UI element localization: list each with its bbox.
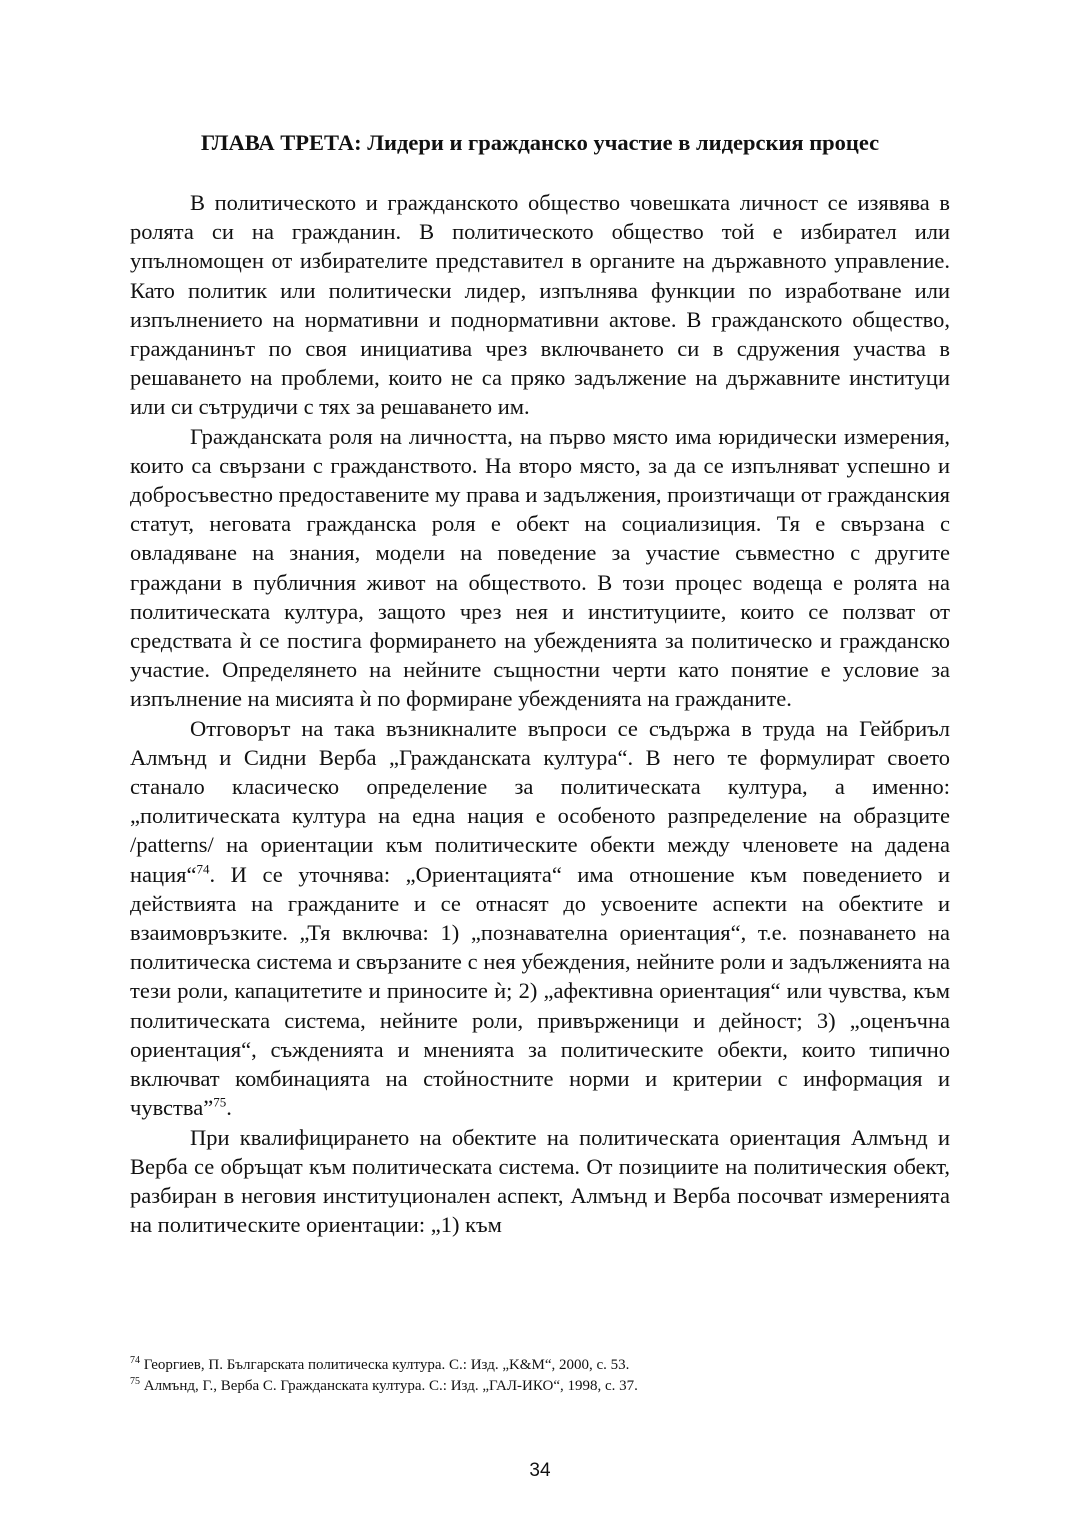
body-text <box>130 188 950 1239</box>
paragraph-text: В политическото и гражданското общество човешката личност се изявява в ролята си на гражданин. В политическото общество той е избирател или упълномощен от избирателите представител в органите на държавното управление. Като политик или политически лидер, изпълнява функции по изработване или изпълнението на нормативни и поднормативни актове. В гражданското общество, гражданинът по своя инициатива чрез включването си в сдружения участва в решаването на проблеми, които не са пряко задължение на държавните институци или си сътрудичи с тях за решаването им. <box>130 190 950 420</box>
paragraph-text: . <box>226 1095 232 1121</box>
paragraph-text: . И се уточнява: „Ориентацията“ има отношение към поведението и действията на гражданите и се отнасят до усвоените аспекти на обектите и взаимовръзките. „Тя включва: 1) „познавателна ориентация“, т.е. познаването на политическа система и свързаните с нея убеждения, нейните роли и задълженията на тези роли, капацитетите и приносите ѝ; 2) „афективна ориентация“ или чувства, към политическата система, нейните роли, привърженици и дейност; 3) „оценъчна ориентация“, съжденията и мненията за политическите обекти, които типично включват комбинацията на стойностните норми и критерии с информация и чувства” <box>130 861 950 1121</box>
footnote <box>130 1355 950 1376</box>
paragraph-text: Гражданската роля на личността, на първо място има юридически измерения, които са свързани с гражданството. На второ място, за да се изпълняват успешно и добросъвестно предоставените му права и задължения, произтичащи от гражданския статут, неговата гражданска роля е обект на социализиция. Тя е свързана с овладяване на знания, модели на поведение за участие съвместно с другите граждани в публичния живот на обществото. В този процес водеща е ролята на политическата култура, защото чрез нея и институциите, които се ползват от средствата ѝ се постига формирането на убежденията за политическо и гражданско участие. Определянето на нейните същностни черти като понятие е условие за изпълнение на мисията ѝ по формиране убежденията на гражданите. <box>130 423 950 712</box>
body-paragraph <box>130 1123 950 1240</box>
footnote-text: Георгиев, П. Българската политическа култура. С.: Изд. „K&M“, 2000, с. 53. <box>140 1357 630 1373</box>
footnote-number: 74 <box>130 1355 140 1366</box>
body-paragraph <box>130 188 950 422</box>
paragraph-text: Отговорът на така възникналите въпроси се съдържа в труда на Гейбриъл Алмънд и Сидни Верба „Гражданската култура“. В него те формулират своето станало класическо определение за политическата култура, а именно: „политическата култура на една нация е особеното разпределение на образците /patterns/ на ориентации към политическите обекти между членовете на дадена нация“ <box>130 715 950 887</box>
footnote <box>130 1376 950 1397</box>
chapter-title: ГЛАВА ТРЕТА: Лидери и гражданско участие в лидерския процес <box>200 130 880 155</box>
page-number: 34 <box>529 1460 551 1481</box>
paragraph-text: При квалифицирането на обектите на политическата ориентация Алмънд и Верба се обръщат към политическата система. От позициите на политическия обект, разбиран в неговия институционален аспект, Алмънд и Верба посочват измеренията на политическите ориентации: „1) към <box>130 1124 950 1238</box>
footnote-number: 75 <box>130 1376 140 1387</box>
footnote-separator <box>130 1345 390 1346</box>
body-paragraph <box>130 422 950 714</box>
footnotes <box>130 1355 950 1397</box>
footnote-reference: 75 <box>213 1094 227 1110</box>
footnote-reference: 74 <box>196 861 210 877</box>
footnote-text: Алмънд, Г., Верба С. Гражданската култура. С.: Изд. „ГАЛ-ИКО“, 1998, с. 37. <box>140 1378 638 1394</box>
body-paragraph <box>130 714 950 1123</box>
